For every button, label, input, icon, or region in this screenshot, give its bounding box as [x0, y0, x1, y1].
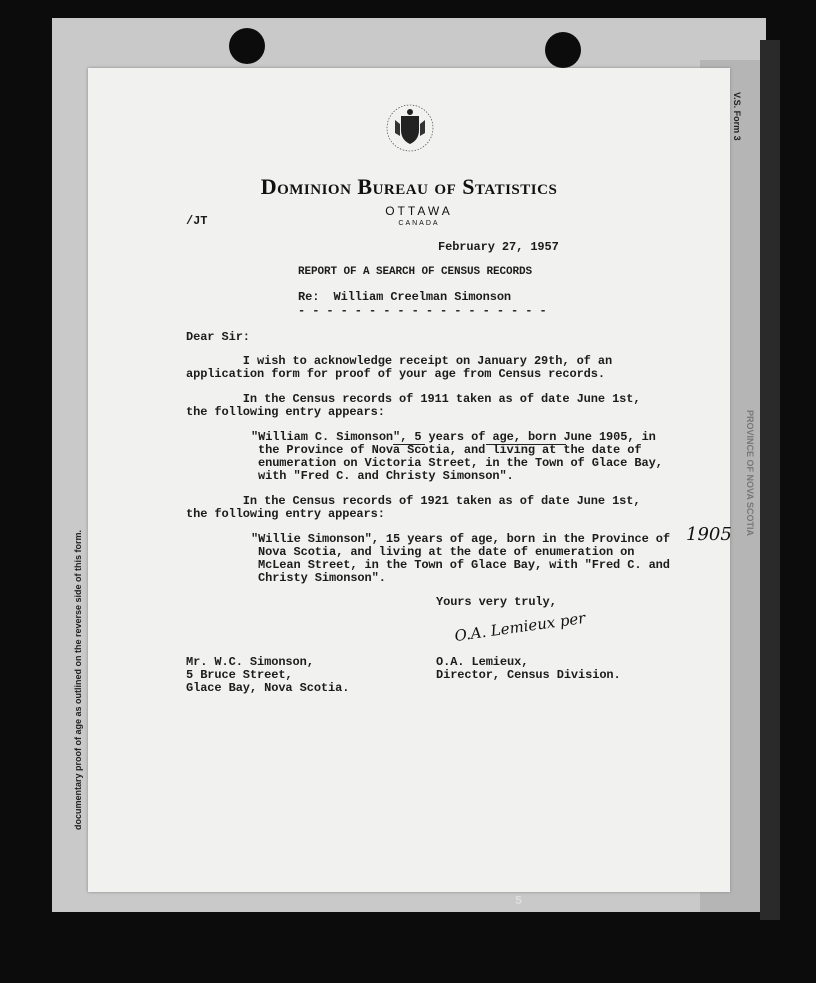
re-line: Re: William Creelman Simonson: [298, 290, 512, 304]
letter-subject: REPORT OF A SEARCH OF CENSUS RECORDS: [298, 266, 533, 278]
left-margin-text: documentary proof of age as outlined on the reverse side of this form.: [73, 529, 83, 830]
re-underline: - - - - - - - - - - - - - - - - - -: [298, 304, 547, 318]
body-line: In the Census records of 1921 taken as of date June 1st,: [186, 494, 641, 508]
body-line: application form for proof of your age from Census records.: [186, 367, 605, 381]
letter-date: February 27, 1957: [438, 240, 559, 254]
body-line: the following entry appears:: [186, 405, 385, 419]
recipient-line: Glace Bay, Nova Scotia.: [186, 681, 350, 695]
body-line: In the Census records of 1911 taken as of date June 1st,: [186, 392, 641, 406]
body-line: the Province of Nova Scotia, and living at the date of: [258, 443, 642, 457]
recipient-line: Mr. W.C. Simonson,: [186, 655, 314, 669]
country: CANADA: [398, 220, 440, 227]
reference-initials: /JT: [186, 214, 208, 228]
closing: Yours very truly,: [436, 595, 557, 609]
body-line: with "Fred C. and Christy Simonson".: [258, 469, 514, 483]
salutation: Dear Sir:: [186, 330, 250, 344]
signer-title: Director, Census Division.: [436, 668, 621, 682]
letter-page: [88, 68, 730, 892]
body-line: "Willie Simonson", 15 years of age, born in the Province of: [251, 532, 670, 546]
handwritten-note: 1905: [686, 524, 732, 545]
body-line: enumeration on Victoria Street, in the Town of Glace Bay,: [258, 456, 663, 470]
coat-of-arms-seal: [385, 102, 435, 154]
scan-edge: [760, 40, 780, 920]
city: OTTAWA: [385, 204, 453, 218]
form-id: V.S. Form 3: [732, 92, 742, 141]
signature: O.A. Lemieux per: [453, 608, 587, 646]
body-line: the following entry appears:: [186, 507, 385, 521]
punch-hole: [229, 28, 265, 64]
body-line: Nova Scotia, and living at the date of enumeration on: [258, 545, 635, 559]
bottom-mark: 5: [515, 894, 523, 908]
punch-hole: [545, 32, 581, 68]
body-line: McLean Street, in the Town of Glace Bay, with "Fred C. and: [258, 558, 670, 572]
faint-margin-text: PROVINCE OF NOVA SCOTIA: [745, 410, 755, 537]
recipient-line: 5 Bruce Street,: [186, 668, 293, 682]
body-line: Christy Simonson".: [258, 571, 386, 585]
body-line: I wish to acknowledge receipt on January 29th, of an: [186, 354, 613, 368]
organization-name: Dominion Bureau of Statistics: [260, 174, 558, 199]
body-line: "William C. Simonson", 5 years of age, born June 1905, in: [251, 430, 656, 444]
signer-name: O.A. Lemieux,: [436, 655, 529, 669]
